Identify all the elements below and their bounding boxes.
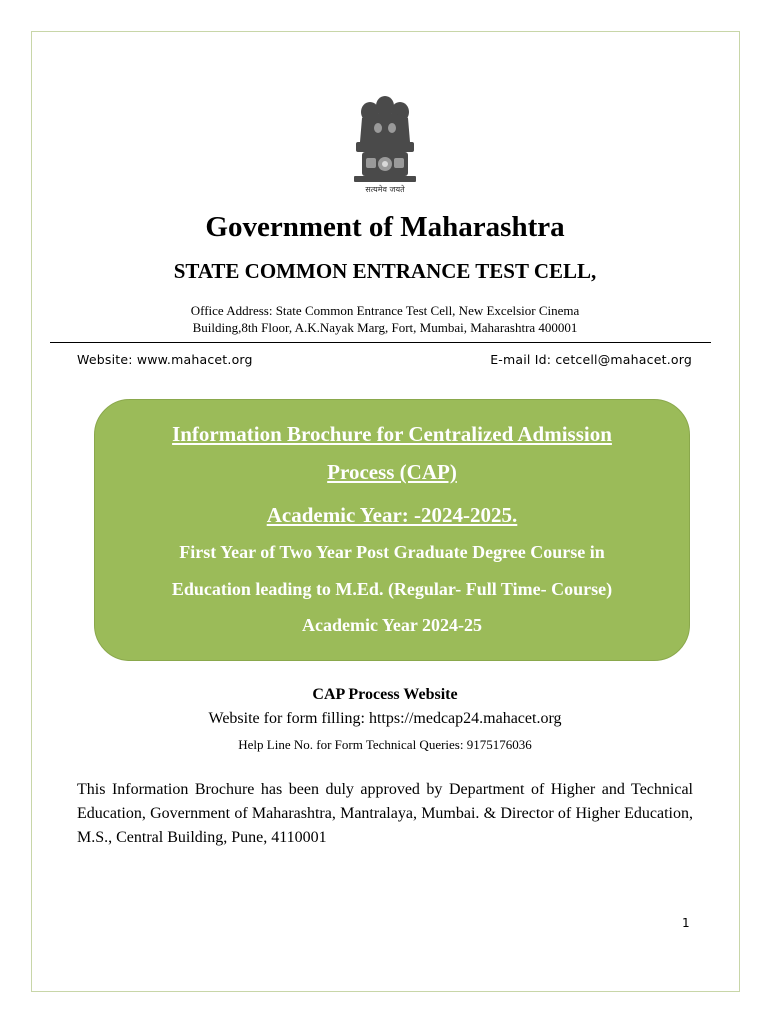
office-address-line1: Office Address: State Common Entrance Test Cell, New Excelsior Cinema bbox=[190, 303, 580, 318]
course-line2: Education leading to M.Ed. (Regular- Full Time- Course) bbox=[171, 579, 613, 599]
website-text: Website: www.mahacet.org bbox=[77, 352, 253, 367]
brochure-title-line2: Process (CAP) bbox=[327, 460, 457, 484]
form-filling-website: Website for form filling: https://medcap24.mahacet.org bbox=[208, 710, 562, 727]
approval-statement: This Information Brochure has been duly approved by Department of Higher and Technical Education, Government of Maharashtra, Mantralaya, Mumbai. & Director of Higher Education, M.S., Central Building, Pune, 4110001 bbox=[77, 781, 693, 846]
cap-website-heading: CAP Process Website bbox=[312, 686, 458, 703]
government-title: Government of Maharashtra bbox=[205, 211, 565, 243]
helpline-number: Help Line No. for Form Technical Queries: 9175176036 bbox=[238, 737, 532, 752]
cell-title: STATE COMMON ENTRANCE TEST CELL, bbox=[173, 259, 597, 283]
header-divider bbox=[50, 342, 711, 343]
brochure-title-line1: Information Brochure for Centralized Admission bbox=[172, 422, 612, 446]
course-line1: First Year of Two Year Post Graduate Degree Course in bbox=[179, 542, 605, 562]
seal-caption: सत्यमेव जयते bbox=[365, 185, 405, 194]
email-text: E-mail Id: cetcell@mahacet.org bbox=[490, 352, 692, 367]
page-number: 1 bbox=[682, 916, 690, 930]
academic-year-heading: Academic Year: -2024-2025. bbox=[266, 503, 518, 527]
brochure-title-box bbox=[94, 399, 690, 661]
academic-year-subheading: Academic Year 2024-25 bbox=[302, 615, 482, 635]
office-address-line2: Building,8th Floor, A.K.Nayak Marg, Fort, Mumbai, Maharashtra 400001 bbox=[192, 320, 578, 335]
